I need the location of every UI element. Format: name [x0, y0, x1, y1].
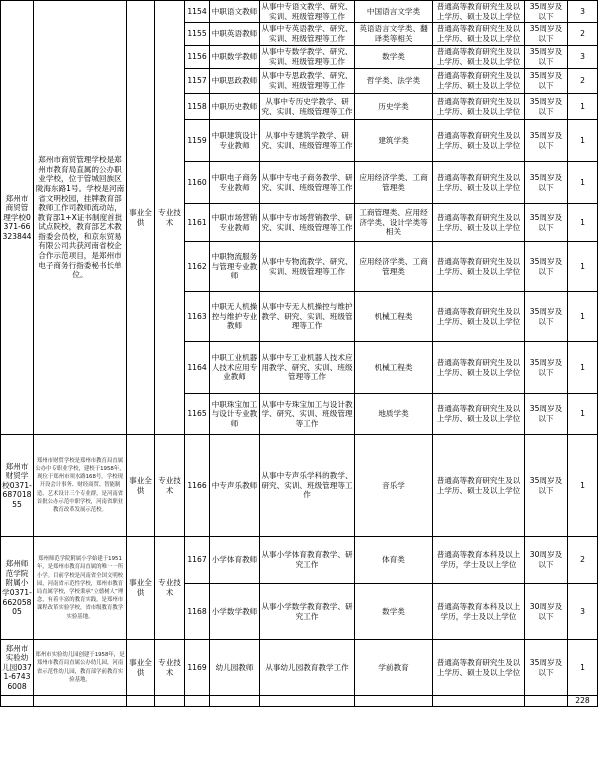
- table-row: [1, 1, 598, 23]
- position-duty-cell: 从事幼儿园教育教学工作: [260, 640, 355, 696]
- education-requirement-cell: 普通高等教育研究生及以上学历、硕士及以上学位: [433, 46, 525, 69]
- position-code-cell: 1158: [185, 94, 210, 120]
- position-title-cell: 中职英语教师: [210, 23, 260, 46]
- education-requirement-cell: 普通高等教育本科及以上学历，学士及以上学位: [433, 537, 525, 584]
- position-duty-cell: 从事中专电子商务教学、研究、实训、班级管理等工作: [260, 162, 355, 204]
- position-title-cell: 小学数学教师: [210, 584, 260, 640]
- position-title-cell: 中职市场营销专业教师: [210, 204, 260, 242]
- position-title-cell: 中职建筑设计专业教师: [210, 120, 260, 162]
- position-title-cell: 中职电子商务专业教师: [210, 162, 260, 204]
- age-requirement-cell: 35周岁及以下: [525, 292, 568, 342]
- age-requirement-cell: 35周岁及以下: [525, 46, 568, 69]
- post-type-cell: 专业技术: [155, 537, 185, 640]
- position-duty-cell: 从事小学体育教育教学、研究工作: [260, 537, 355, 584]
- major-requirement-cell: 应用经济学类、工商管理类: [355, 242, 433, 292]
- headcount-cell: 1: [568, 292, 598, 342]
- unit-nature-cell: 事业全供: [127, 537, 155, 640]
- headcount-cell: 3: [568, 46, 598, 69]
- position-duty-cell: 从事小学数学教育教学、研究工作: [260, 584, 355, 640]
- empty-cell: [1, 696, 34, 707]
- position-duty-cell: 从事中专市场营销教学、研究、实训、班级管理等工作: [260, 204, 355, 242]
- unit-nature-cell: 事业全供: [127, 1, 155, 435]
- headcount-cell: 1: [568, 94, 598, 120]
- position-code-cell: 1168: [185, 584, 210, 640]
- position-code-cell: 1156: [185, 46, 210, 69]
- position-duty-cell: 从事中专思政教学、研究、实训、班级管理等工作: [260, 69, 355, 94]
- major-requirement-cell: 哲学类、法学类: [355, 69, 433, 94]
- age-requirement-cell: 35周岁及以下: [525, 1, 568, 23]
- unit-description-cell: 郑州市商贸管理学校是郑州市教育局直属的公办职业学校，位于管城回族区陇海东路1号。学校是河南省文明校园，挂牌教育部教师工作司教师流动站，教育部1+X证书制度首批试点院校，教育部艺术教指委会员校，和京东贸易有限公司共获河南省校企合作示范项目，是郑州市电子商务行指委秘书长单位。: [34, 1, 127, 435]
- position-code-cell: 1166: [185, 435, 210, 537]
- total-count-cell: 228: [568, 696, 598, 707]
- position-title-cell: 幼儿园教师: [210, 640, 260, 696]
- education-requirement-cell: 普通高等教育研究生及以上学历、硕士及以上学位: [433, 94, 525, 120]
- headcount-cell: 3: [568, 1, 598, 23]
- age-requirement-cell: 30周岁及以下: [525, 584, 568, 640]
- education-requirement-cell: 普通高等教育研究生及以上学历、硕士及以上学位: [433, 342, 525, 394]
- headcount-cell: 2: [568, 23, 598, 46]
- unit-description-cell: 郑州市实验幼儿园创建于1958年，是郑州市教育局直属公办幼儿园，河南省示范性幼儿园，教育部学前教育实验基地。: [34, 640, 127, 696]
- position-title-cell: 中职物流服务与管理专业教师: [210, 242, 260, 292]
- position-title-cell: 中专声乐教师: [210, 435, 260, 537]
- empty-cell: [210, 696, 260, 707]
- position-code-cell: 1155: [185, 23, 210, 46]
- position-code-cell: 1164: [185, 342, 210, 394]
- education-requirement-cell: 普通高等教育研究生及以上学历、硕士及以上学位: [433, 435, 525, 537]
- position-code-cell: 1162: [185, 242, 210, 292]
- position-duty-cell: 从事中专语文教学、研究、实训、班级管理等工作: [261, 1, 353, 21]
- education-requirement-cell: 普通高等教育研究生及以上学历、硕士及以上学位: [433, 640, 525, 696]
- major-requirement-cell: 数学类: [355, 46, 433, 69]
- age-requirement-cell: 35周岁及以下: [525, 94, 568, 120]
- post-type-cell: 专业技术: [155, 640, 185, 696]
- position-title-cell: 中职数学教师: [210, 46, 260, 69]
- empty-cell: [34, 696, 127, 707]
- unit-nature-cell: 事业全供: [127, 640, 155, 696]
- major-requirement-cell: 应用经济学类、工商管理类: [355, 162, 433, 204]
- age-requirement-cell: 35周岁及以下: [525, 69, 568, 94]
- age-requirement-cell: 30周岁及以下: [525, 537, 568, 584]
- major-requirement-cell: 机械工程类: [355, 292, 433, 342]
- position-title-cell: 中职语文教师: [210, 1, 260, 23]
- education-requirement-cell: 普通高等教育研究生及以上学历、硕士及以上学位: [433, 120, 525, 162]
- table-row: [1, 435, 598, 537]
- empty-cell: [525, 696, 568, 707]
- empty-cell: [185, 696, 210, 707]
- education-requirement-cell: 普通高等教育研究生及以上学历、硕士及以上学位: [433, 394, 525, 435]
- major-requirement-cell: 机械工程类: [355, 342, 433, 394]
- unit-name-cell: 郑州市商贸管理学校0371-66323844: [1, 1, 34, 435]
- total-row: [1, 696, 598, 707]
- position-code-cell: 1169: [185, 640, 210, 696]
- empty-cell: [155, 696, 185, 707]
- major-requirement-cell: 音乐学: [355, 435, 433, 537]
- unit-description-cell: 郑州市财贸学校是郑州市教育局直属公办中专职业学校，建校于1958年，现位于郑州市须水路168号。学校现开设会计事务、财经商贸、智能制造、艺术设计三个专业群，是河南省首批公办示范中职学校，河南省职业教育改革发展示范校。: [34, 435, 127, 537]
- education-requirement-cell: 普通高等教育研究生及以上学历、硕士及以上学位: [433, 242, 525, 292]
- unit-nature-cell: 事业全供: [127, 435, 155, 537]
- position-code-cell: 1167: [185, 537, 210, 584]
- table-body: [1, 1, 598, 707]
- major-requirement-cell: 体育类: [355, 537, 433, 584]
- position-duty-cell: 从事中专建筑学教学、研究、实训、班级管理等工作: [260, 120, 355, 162]
- headcount-cell: 1: [568, 394, 598, 435]
- headcount-cell: 1: [568, 640, 598, 696]
- position-title-cell: 中职工业机器人技术应用专业教师: [210, 342, 260, 394]
- headcount-cell: 1: [568, 204, 598, 242]
- table-row: [1, 537, 598, 584]
- table-row: [1, 640, 598, 696]
- position-code-cell: 1159: [185, 120, 210, 162]
- position-code-cell: 1165: [185, 394, 210, 435]
- position-code-cell: 1161: [185, 204, 210, 242]
- age-requirement-cell: 35周岁及以下: [525, 342, 568, 394]
- position-duty-cell: 从事中专声乐学科的教学、研究、实训、班级管理等工作: [260, 435, 355, 537]
- post-type-cell: 专业技术: [155, 1, 185, 435]
- position-title-cell: 小学体育教师: [210, 537, 260, 584]
- position-duty-cell: 从事中专数学教学、研究、实训、班级管理等工作: [260, 46, 355, 69]
- major-requirement-cell: 工商管理类、应用经济学类、设计学类等相关: [355, 204, 433, 242]
- position-code-cell: 1157: [185, 69, 210, 94]
- age-requirement-cell: 35周岁及以下: [525, 242, 568, 292]
- position-title-cell: 中职珠宝加工与设计专业教师: [210, 394, 260, 435]
- unit-description-cell: 郑州师范学院附属小学始建于1951年，是郑州市教育局直属的唯一一所小学。目前学校是河南省全国文明校园，河南省示范性学校，郑州市教育局直属学校，学校秉承“立德树人”理念，有着丰富的教育实践，是郑州市课程改革实验学校，省市级教育教学实验基地。: [34, 537, 127, 640]
- headcount-cell: 1: [568, 435, 598, 537]
- position-title-cell: 中职思政教师: [210, 69, 260, 94]
- education-requirement-cell: 普通高等教育研究生及以上学历、硕士及以上学位: [433, 292, 525, 342]
- headcount-cell: 1: [568, 120, 598, 162]
- education-requirement-cell: 普通高等教育研究生及以上学历、硕士及以上学位: [433, 1, 525, 23]
- major-requirement-cell: 历史学类: [355, 94, 433, 120]
- position-code-cell: 1163: [185, 292, 210, 342]
- position-duty-cell: 从事中专珠宝加工与设计教学、研究、实训、班级管理等工作: [260, 394, 355, 435]
- major-requirement-cell: 英语语言文学类、翻译类等相关: [355, 23, 433, 46]
- position-code-cell: 1154: [185, 1, 210, 23]
- age-requirement-cell: 35周岁及以下: [525, 435, 568, 537]
- age-requirement-cell: 35周岁及以下: [525, 640, 568, 696]
- age-requirement-cell: 35周岁及以下: [525, 23, 568, 46]
- position-title-cell: 中职无人机操控与维护专业教师: [210, 292, 260, 342]
- headcount-cell: 2: [568, 537, 598, 584]
- empty-cell: [127, 696, 155, 707]
- unit-name-cell: 郑州市实验幼儿园0371-67436008: [1, 640, 34, 696]
- major-requirement-cell: 建筑学类: [355, 120, 433, 162]
- education-requirement-cell: 普通高等教育本科及以上学历，学士及以上学位: [433, 584, 525, 640]
- major-requirement-cell: 中国语言文学类: [355, 1, 433, 23]
- position-duty-cell: 从事中专无人机操控与维护教学、研究、实训、班级管理等工作: [260, 292, 355, 342]
- empty-cell: [355, 696, 433, 707]
- major-requirement-cell: 数学类: [355, 584, 433, 640]
- headcount-cell: 2: [568, 69, 598, 94]
- position-duty-cell: 从事中专物流教学、研究、实训、班级管理等工作: [260, 242, 355, 292]
- education-requirement-cell: 普通高等教育研究生及以上学历、硕士及以上学位: [433, 204, 525, 242]
- position-duty-cell: 从事中专工业机器人技术应用教学、研究、实训、班级管理等工作: [260, 342, 355, 394]
- age-requirement-cell: 35周岁及以下: [525, 204, 568, 242]
- headcount-cell: 1: [568, 162, 598, 204]
- position-code-cell: 1160: [185, 162, 210, 204]
- headcount-cell: 1: [568, 242, 598, 292]
- empty-cell: [260, 696, 355, 707]
- headcount-cell: 1: [568, 342, 598, 394]
- age-requirement-cell: 35周岁及以下: [525, 120, 568, 162]
- unit-name-cell: 郑州市财贸学校0371-68701855: [1, 435, 34, 537]
- post-type-cell: 专业技术: [155, 435, 185, 537]
- empty-cell: [433, 696, 525, 707]
- education-requirement-cell: 普通高等教育研究生及以上学历、硕士及以上学位: [433, 23, 525, 46]
- major-requirement-cell: 地质学类: [355, 394, 433, 435]
- position-duty-cell: 从事中专英语教学、研究、实训、班级管理等工作: [260, 23, 355, 46]
- education-requirement-cell: 普通高等教育研究生及以上学历、硕士及以上学位: [433, 162, 525, 204]
- headcount-cell: 3: [568, 584, 598, 640]
- education-requirement-cell: 普通高等教育研究生及以上学历、硕士及以上学位: [433, 69, 525, 94]
- position-duty-cell: 从事中专历史学教学、研究、实训、班级管理等工作: [260, 94, 355, 120]
- position-title-cell: 中职历史教师: [210, 94, 260, 120]
- age-requirement-cell: 35周岁及以下: [525, 394, 568, 435]
- major-requirement-cell: 学前教育: [355, 640, 433, 696]
- age-requirement-cell: 35周岁及以下: [525, 162, 568, 204]
- unit-name-cell: 郑州师范学院附属小学0371-66205805: [1, 537, 34, 640]
